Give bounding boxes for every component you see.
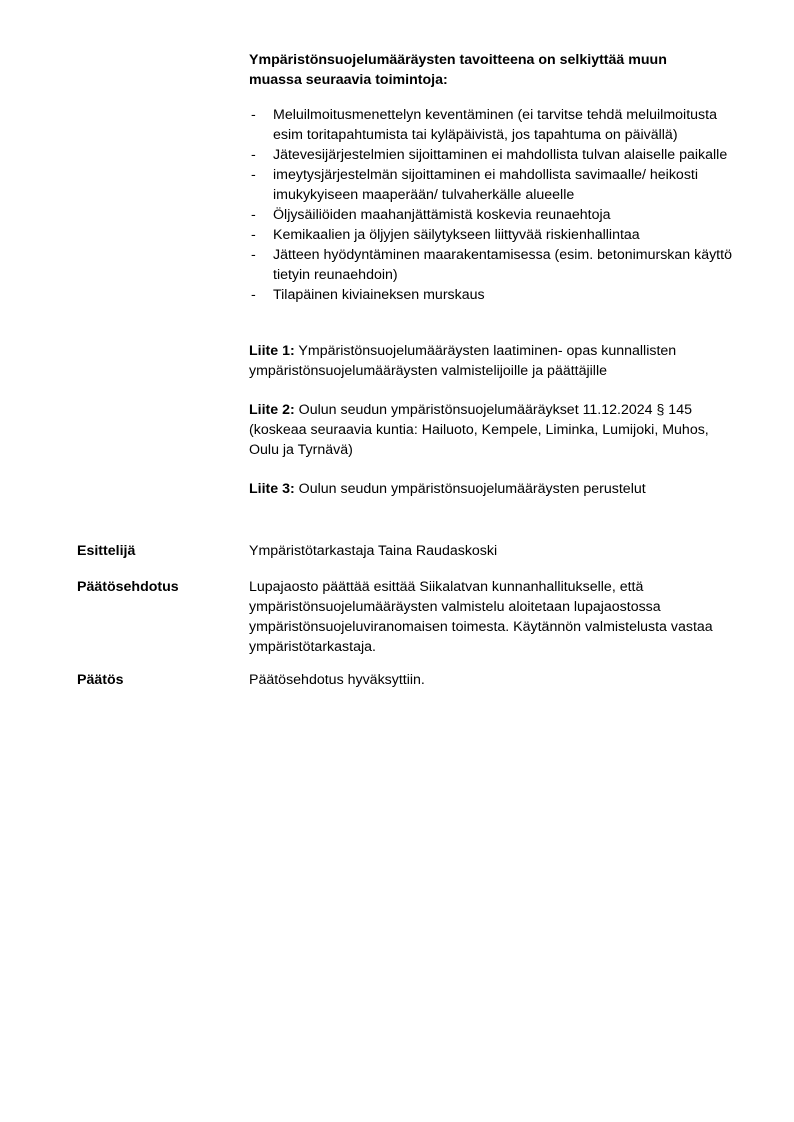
list-item-text: Jätteen hyödyntäminen maarakentamisessa (esim. betonimurskan käyttö tietyin reunaehdoin) bbox=[273, 247, 732, 283]
list-item bbox=[249, 285, 734, 305]
bullet-dash: - bbox=[251, 287, 256, 303]
bullet-dash: - bbox=[251, 167, 256, 183]
bullet-dash: - bbox=[251, 247, 256, 263]
bullet-dash: - bbox=[251, 147, 256, 163]
attachment-3-text: Oulun seudun ympäristönsuojelumääräysten perustelut bbox=[294, 481, 646, 497]
goals-list bbox=[249, 105, 734, 305]
paatosehdotus-value: Lupajaosto päättää esittää Siikalatvan kunnanhallitukselle, että ympäristönsuojelumääräysten valmistelu aloitetaan lupajaostossa ympäristönsuojeluviranomaisen toimesta. Käytännön valmistelusta vastaa ympäristötarkastaja. bbox=[249, 579, 713, 655]
paatosehdotus-label: Päätösehdotus bbox=[77, 579, 179, 595]
attachment-1-text: Ympäristönsuojelumääräysten laatiminen- opas kunnallisten ympäristönsuojelumääräysten valmistelijoille ja päättäjille bbox=[249, 343, 677, 379]
attachment-1 bbox=[249, 341, 734, 381]
intro-heading-line2: muassa seuraavia toimintoja: bbox=[249, 72, 448, 88]
attachment-2-text: Oulun seudun ympäristönsuojelumääräykset 11.12.2024 § 145 (koskeaa seuraavia kuntia: Hailuoto, Kempele, Liminka, Lumijoki, Muhos, Oulu ja Tyrnävä) bbox=[249, 402, 709, 458]
attachment-1-label: Liite 1: bbox=[249, 343, 295, 359]
bullet-dash: - bbox=[251, 107, 256, 123]
list-item bbox=[249, 245, 734, 285]
esittelija-label: Esittelijä bbox=[77, 543, 136, 559]
bullet-dash: - bbox=[251, 227, 256, 243]
list-item bbox=[249, 105, 734, 145]
esittelija-value: Ympäristötarkastaja Taina Raudaskoski bbox=[249, 543, 498, 559]
intro-heading bbox=[249, 50, 734, 90]
paatos-label: Päätös bbox=[77, 672, 124, 688]
list-item-text: Jätevesijärjestelmien sijoittaminen ei mahdollista tulvan alaiselle paikalle bbox=[273, 147, 728, 163]
list-item bbox=[249, 205, 734, 225]
main-content bbox=[249, 50, 734, 499]
list-item-text: imeytysjärjestelmän sijoittaminen ei mahdollista savimaalle/ heikosti imukykyiseen maaperään/ tulvaherkälle alueelle bbox=[273, 167, 699, 203]
list-item-text: Meluilmoitusmenettelyn keventäminen (ei tarvitse tehdä meluilmoitusta esim toritapahtumista tai kyläpäivistä, jos tapahtuma on päivällä) bbox=[273, 107, 717, 143]
bullet-dash: - bbox=[251, 207, 256, 223]
attachment-3 bbox=[249, 479, 734, 499]
paatos-value: Päätösehdotus hyväksyttiin. bbox=[249, 672, 425, 688]
list-item-text: Öljysäiliöiden maahanjättämistä koskevia reunaehtoja bbox=[273, 207, 611, 223]
list-item-text: Tilapäinen kiviaineksen murskaus bbox=[273, 287, 485, 303]
attachment-2-label: Liite 2: bbox=[249, 402, 295, 418]
attachment-2 bbox=[249, 400, 734, 460]
list-item-text: Kemikaalien ja öljyjen säilytykseen liittyvää riskienhallintaa bbox=[273, 227, 640, 243]
list-item bbox=[249, 165, 734, 205]
intro-heading-line1: Ympäristönsuojelumääräysten tavoitteena on selkiyttää muun bbox=[249, 52, 667, 68]
list-item bbox=[249, 225, 734, 245]
attachment-3-label: Liite 3: bbox=[249, 481, 295, 497]
list-item bbox=[249, 145, 734, 165]
